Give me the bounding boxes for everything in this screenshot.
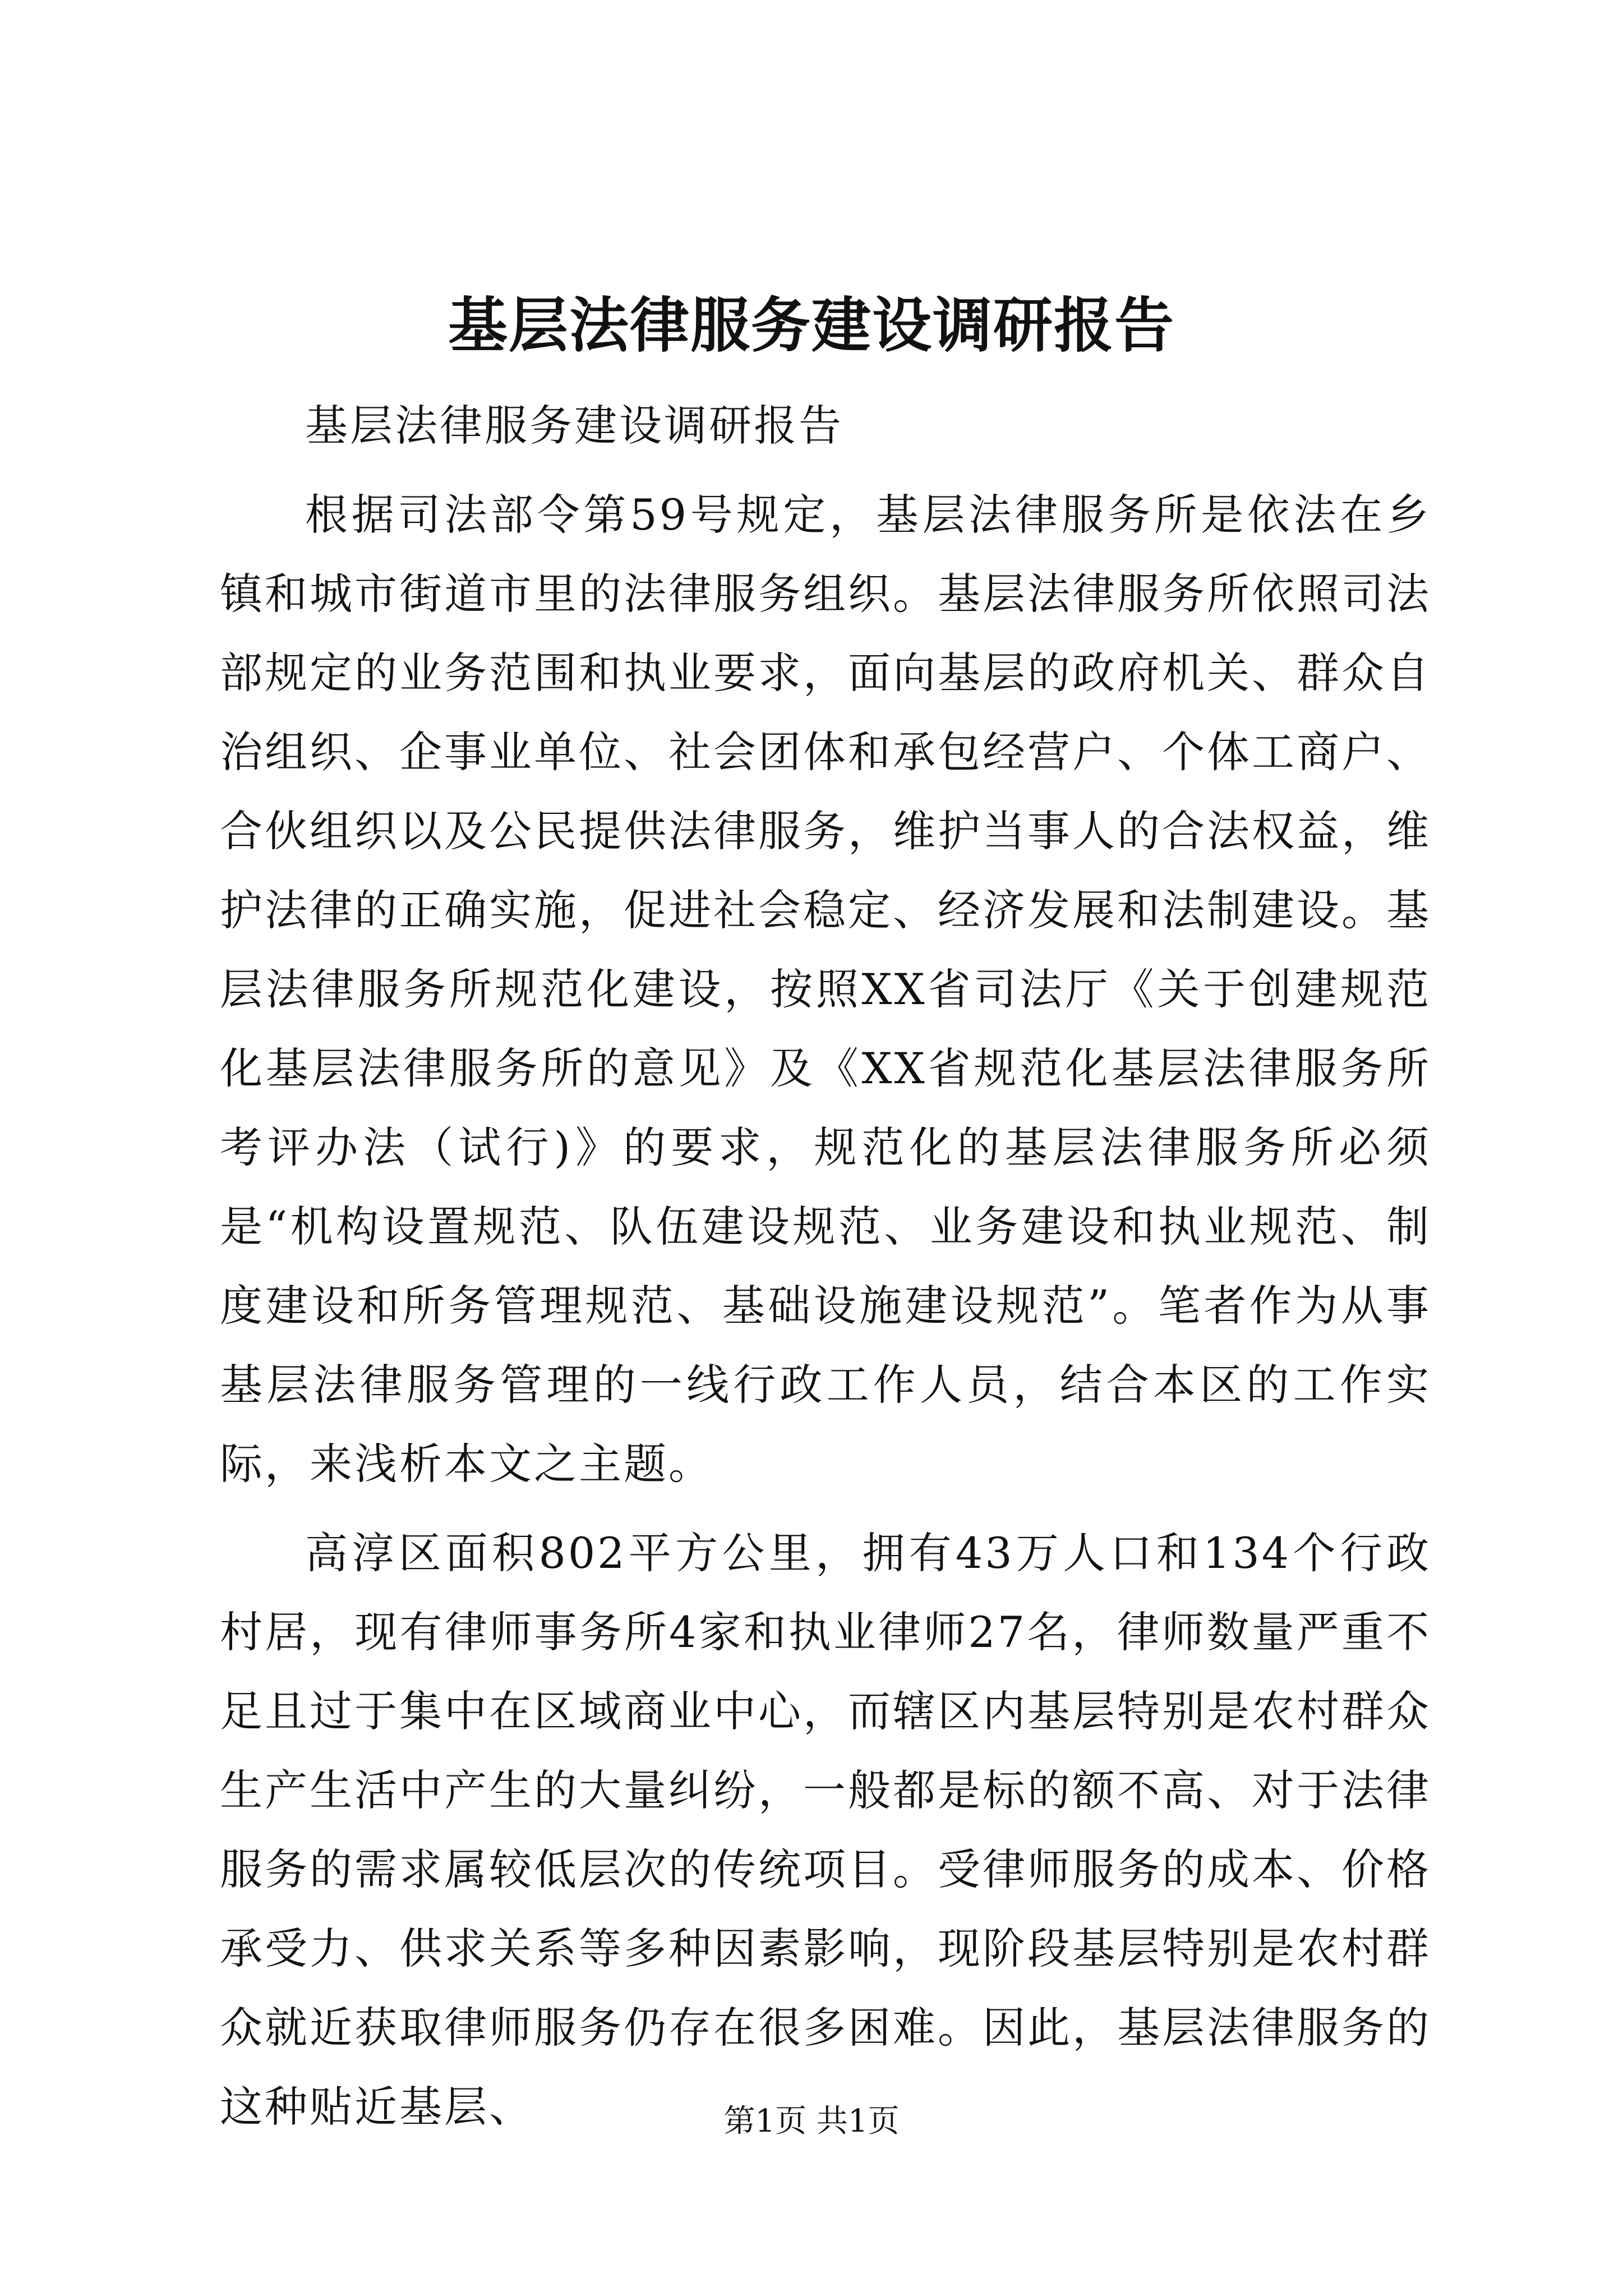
- page-footer: 第1页 共1页: [723, 2103, 900, 2139]
- paragraph-gap: [220, 1503, 1431, 1513]
- paragraph-1: 根据司法部令第59号规定，基层法律服务所是依法在乡镇和城市街道市里的法律服务组织。基层法律服务所依照司法部规定的业务范围和执业要求，面向基层的政府机关、群众自治组织、企事业单位、社会团体和承包经营户、个体工商户、合伙组织以及公民提供法律服务，维护当事人的合法权益，维护法律的正确实施，促进社会稳定、经济发展和法制建设。基层法律服务所规范化建设，按照XX省司法厅《关于创建规范化基层法律服务所的意见》及《XX省规范化基层法律服务所考评办法（试行)》的要求，规范化的基层法律服务所必须是“机构设置规范、队伍建设规范、业务建设和执业规范、制度建设和所务管理规范、基础设施建设规范”。笔者作为从事基层法律服务管理的一线行政工作人员，结合本区的工作实际，来浅析本文之主题。: [220, 490, 1431, 1489]
- paragraph-gap: [220, 465, 1431, 475]
- paragraph-2: 高淳区面积802平方公里，拥有43万人口和134个行政村居，现有律师事务所4家和执业律师27名，律师数量严重不足且过于集中在区域商业中心，而辖区内基层特别是农村群众生产生活中产生的大量纠纷，一般都是标的额不高、对于法律服务的需求属较低层次的传统项目。受律师服务的成本、价格承受力、供求关系等多种因素影响，现阶段基层特别是农村群众就近获取律师服务仍存在很多困难。因此，基层法律服务的这种贴近基层、: [220, 1528, 1431, 2132]
- document-title: 基层法律服务建设调研报告: [448, 290, 1175, 360]
- document-subtitle: 基层法律服务建设调研报告: [305, 401, 843, 450]
- document-body: [220, 386, 1431, 2146]
